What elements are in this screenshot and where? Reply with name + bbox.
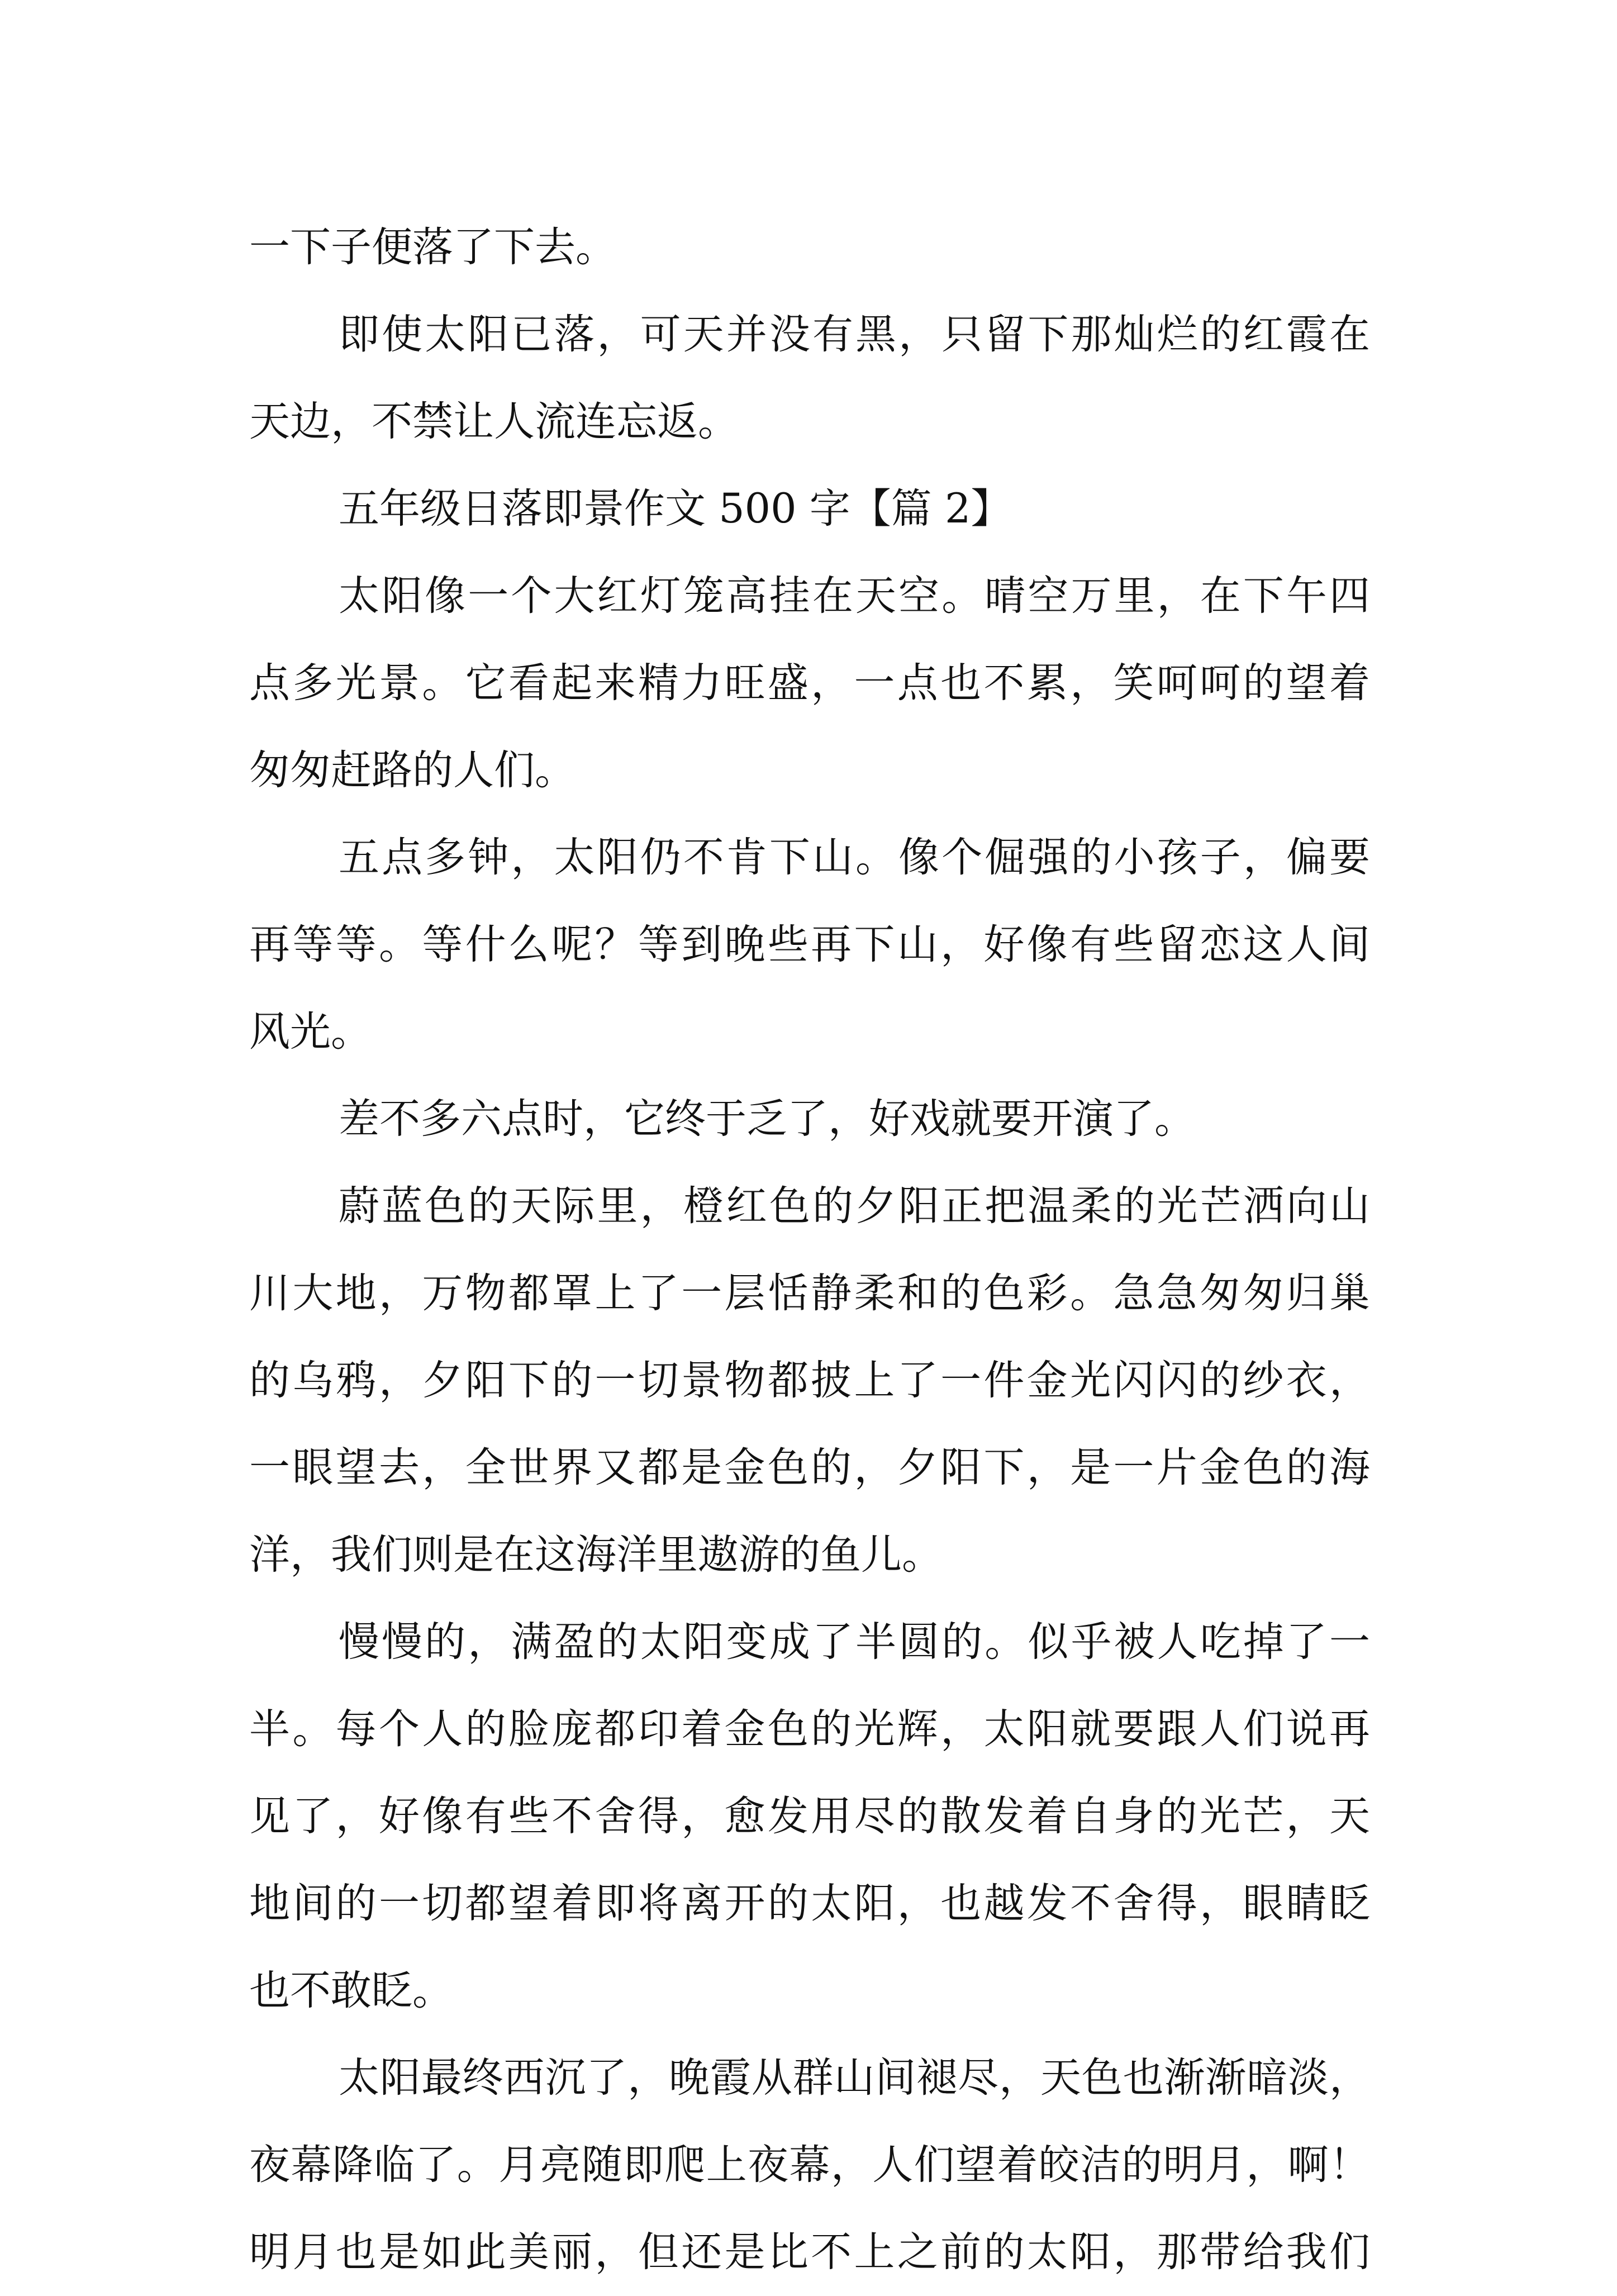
text-line: 洋，我们则是在这海洋里遨游的鱼儿。 — [249, 1531, 943, 1579]
text-line: 点多光景。它看起来精力旺盛，一点也不累，笑呵呵的望着 — [249, 659, 1370, 707]
text-line: 天边，不禁让人流连忘返。 — [249, 398, 739, 445]
text-line: 半。每个人的脸庞都印着金色的光辉，太阳就要跟人们说再 — [249, 1705, 1370, 1753]
text-line: 明月也是如此美丽，但还是比不上之前的太阳，那带给我们 — [249, 2228, 1370, 2276]
text-line: 差不多六点时，它终于乏了，好戏就要开演了。 — [339, 1095, 1195, 1143]
text-line: 即使太阳已落，可天并没有黑，只留下那灿烂的红霞在 — [339, 311, 1370, 358]
text-line: 的乌鸦，夕阳下的一切景物都披上了一件金光闪闪的纱衣， — [249, 1357, 1370, 1404]
text-line: 蔚蓝色的天际里，橙红色的夕阳正把温柔的光芒洒向山 — [339, 1182, 1370, 1230]
text-line: 夜幕降临了。月亮随即爬上夜幕，人们望着皎洁的明月，啊！ — [249, 2141, 1370, 2189]
text-line: 风光。 — [249, 1008, 372, 1056]
text-line: 地间的一切都望着即将离开的太阳，也越发不舍得，眼睛眨 — [249, 1880, 1370, 1927]
text-line: 五点多钟，太阳仍不肯下山。像个倔强的小孩子，偏要 — [339, 834, 1370, 881]
text-line: 川大地，万物都罩上了一层恬静柔和的色彩。急急匆匆归巢 — [249, 1270, 1370, 1317]
section-heading: 五年级日落即景作文 500 字【篇 2】 — [339, 485, 1012, 533]
text-line: 再等等。等什么呢？等到晚些再下山，好像有些留恋这人间 — [249, 921, 1370, 968]
text-line: 一眼望去，全世界又都是金色的，夕阳下，是一片金色的海 — [249, 1444, 1370, 1491]
text-line: 见了，好像有些不舍得，愈发用尽的散发着自身的光芒，天 — [249, 1793, 1370, 1840]
text-line: 一下子便落了下去。 — [249, 224, 616, 271]
text-line: 太阳像一个大红灯笼高挂在天空。晴空万里，在下午四 — [339, 572, 1370, 620]
text-line: 太阳最终西沉了，晚霞从群山间褪尽，天色也渐渐暗淡， — [339, 2054, 1370, 2102]
body-text — [249, 204, 1370, 2296]
text-line: 慢慢的，满盈的太阳变成了半圆的。似乎被人吃掉了一 — [339, 1618, 1370, 1666]
text-line: 也不敢眨。 — [249, 1967, 453, 2014]
text-line: 匆匆赶路的人们。 — [249, 747, 576, 794]
